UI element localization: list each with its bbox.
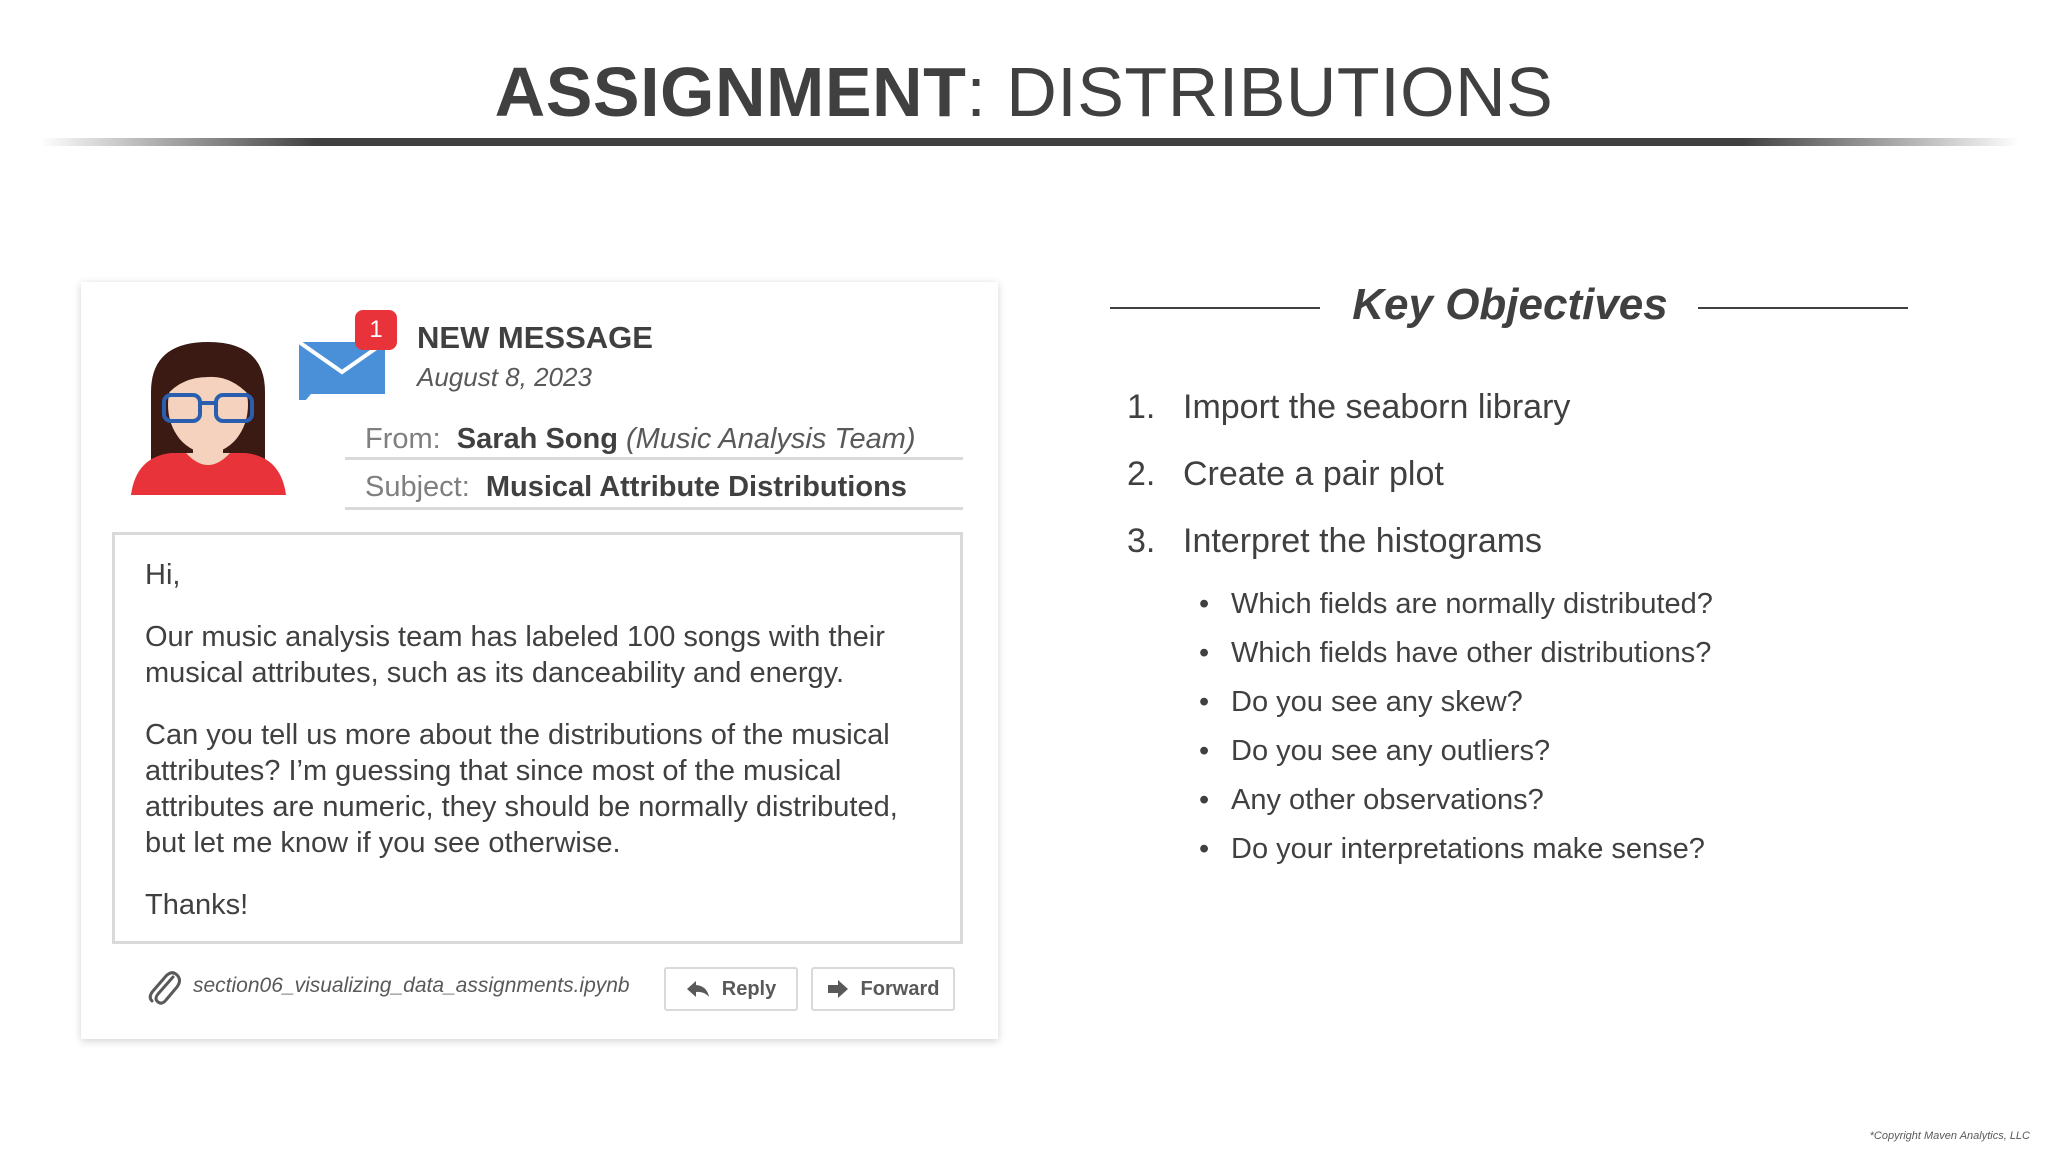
body-paragraph-2: Can you tell us more about the distributions of the musical attributes? I’m guessing that since most of the musical attributes are numeric, they should be normally distributed, but let me know if you see otherwise.	[145, 719, 898, 859]
from-label: From:	[365, 423, 441, 455]
sender-name: Sarah Song	[456, 423, 618, 455]
body-paragraph-1: Our music analysis team has labeled 100 songs with their musical attributes, such as its danceability and energy.	[145, 621, 885, 689]
title-rest: DISTRIBUTIONS	[986, 53, 1554, 131]
subject-text: Musical Attribute Distributions	[485, 471, 907, 503]
attachment-filename[interactable]: section06_visualizing_data_assignments.ipynb	[193, 974, 630, 997]
from-row	[345, 418, 963, 460]
body-signoff: Thanks!	[145, 889, 249, 921]
sub-objective-text: Do your interpretations make sense?	[1231, 833, 1705, 865]
message-header: NEW MESSAGE	[417, 320, 653, 355]
sub-objective-item: • Any other observations?	[1199, 784, 1544, 816]
avatar	[131, 337, 286, 495]
sub-objective-item: • Which fields have other distributions?	[1199, 637, 1712, 669]
attachment[interactable]	[147, 964, 630, 1008]
sub-objective-item: • Do your interpretations make sense?	[1199, 833, 1705, 865]
email-card	[81, 282, 998, 1039]
objectives-title: Key Objectives	[1352, 280, 1668, 329]
title-bold: ASSIGNMENT	[494, 53, 967, 131]
copyright-notice: *Copyright Maven Analytics, LLC	[1869, 1130, 2030, 1142]
objective-text: Create a pair plot	[1183, 455, 1444, 493]
forward-button[interactable]	[811, 967, 955, 1011]
objective-number: 3.	[1127, 522, 1156, 560]
subject-label: Subject:	[365, 471, 470, 503]
sub-objective-text: Do you see any skew?	[1231, 686, 1523, 718]
objective-item	[1127, 388, 1570, 427]
objective-number: 1.	[1127, 388, 1156, 426]
forward-label: Forward	[860, 977, 940, 1000]
sub-objective-item: • Which fields are normally distributed?	[1199, 588, 1713, 620]
sub-objective-text: Do you see any outliers?	[1231, 735, 1551, 767]
title-divider	[40, 138, 2020, 146]
page-title	[0, 44, 2048, 140]
message-body	[112, 532, 963, 944]
objectives-rule-left	[1110, 307, 1320, 309]
sub-objective-item: • Do you see any skew?	[1199, 686, 1523, 718]
objective-item	[1127, 522, 1542, 561]
sub-objective-text: Which fields are normally distributed?	[1231, 588, 1713, 620]
title-colon: :	[966, 53, 987, 131]
objective-text: Import the seaborn library	[1183, 388, 1571, 426]
objective-text: Interpret the histograms	[1183, 522, 1543, 560]
reply-label: Reply	[721, 977, 777, 1000]
subject-row	[345, 465, 963, 510]
sub-objective-text: Any other observations?	[1231, 784, 1544, 816]
body-greeting: Hi,	[145, 559, 181, 591]
forward-arrow-icon	[827, 980, 849, 998]
message-date: August 8, 2023	[417, 362, 592, 392]
reply-arrow-icon	[686, 980, 710, 998]
sub-objective-text: Which fields have other distributions?	[1231, 637, 1712, 669]
notification-badge-count: 1	[369, 316, 383, 343]
objectives-rule-right	[1698, 307, 1908, 309]
objective-number: 2.	[1127, 455, 1156, 493]
objective-item	[1127, 455, 1444, 494]
sub-objective-item: • Do you see any outliers?	[1199, 735, 1551, 767]
paperclip-icon	[147, 967, 181, 1005]
reply-button[interactable]	[664, 967, 798, 1011]
sender-team: (Music Analysis Team)	[626, 423, 916, 455]
